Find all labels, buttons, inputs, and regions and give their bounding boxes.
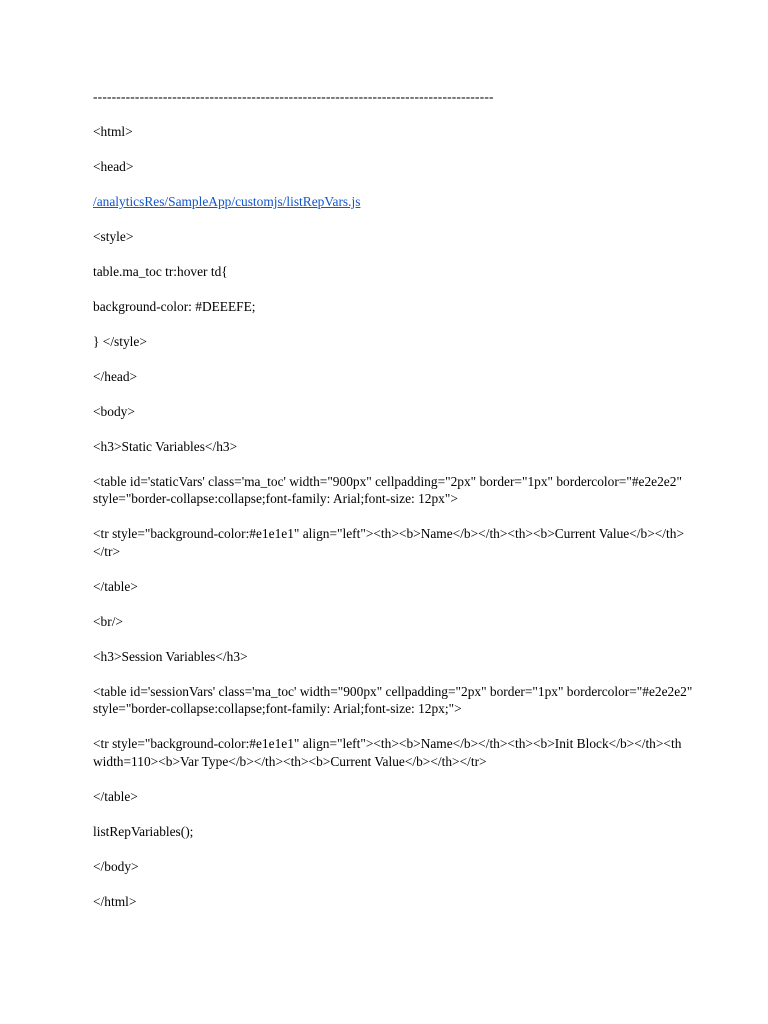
document-page — [93, 88, 696, 928]
code-line-static-heading: <h3>Static Variables</h3> — [93, 439, 238, 454]
code-line-session-table-close: </table> — [93, 788, 138, 804]
code-line-style-open: <style> — [93, 229, 134, 244]
code-line-br: <br/> — [93, 613, 123, 629]
code-line-head-open: <head> — [93, 159, 134, 174]
code-line-html-close: </html> — [93, 893, 137, 909]
code-line-css-selector: table.ma_toc tr:hover td{ — [93, 264, 228, 279]
script-path-link[interactable]: /analyticsRes/SampleApp/customjs/listRepVars.js — [93, 194, 361, 209]
code-line-session-table: <table id='sessionVars' class='ma_toc' width="900px" cellpadding="2px" border="1px" bordercolor="#e2e2e2" style="border-collapse:collapse;font-family: Arial;font-size: 12px;"> — [93, 683, 696, 717]
code-line-css-rule: background-color: #DEEEFE; — [93, 299, 256, 314]
code-line-body-close: </body> — [93, 858, 139, 874]
code-line-body-open: <body> — [93, 404, 135, 419]
code-line-function-call: listRepVariables(); — [93, 823, 194, 839]
code-line-session-heading: <h3>Session Variables</h3> — [93, 648, 248, 664]
code-line-static-table: <table id='staticVars' class='ma_toc' width="900px" cellpadding="2px" border="1px" bordercolor="#e2e2e2" style="border-collapse:collapse;font-family: Arial;font-size: 12px"> — [93, 474, 686, 507]
code-line-html-open: <html> — [93, 124, 133, 139]
code-line-static-header-row: <tr style="background-color:#e1e1e1" align="left"><th><b>Name</b></th><th><b>Current Value</b></th></tr> — [93, 526, 684, 559]
separator-line: -------------------------------------------------------------------------------------- — [93, 89, 494, 104]
code-line-head-close: </head> — [93, 369, 138, 384]
code-line-style-close: } </style> — [93, 334, 147, 349]
code-line-session-header-row: <tr style="background-color:#e1e1e1" align="left"><th><b>Name</b></th><th><b>Init Block</b></th><th width=110><b>Var Type</b></th><th><b>Current Value</b></th></tr> — [93, 736, 685, 769]
code-line-static-table-close: </table> — [93, 578, 138, 594]
